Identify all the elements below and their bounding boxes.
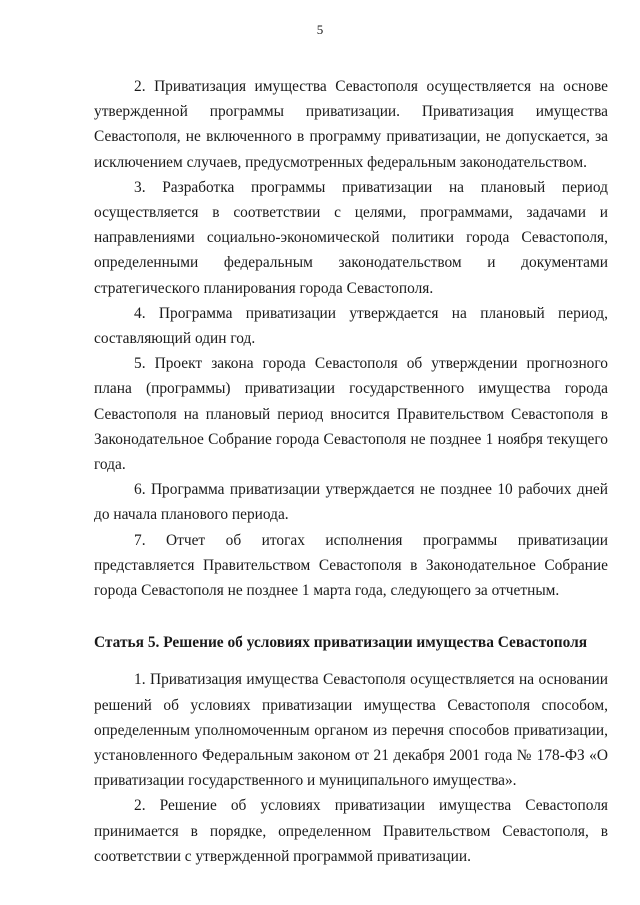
article-paragraph-2: 2. Решение об условиях приватизации имущества Севастополя принимается в порядке, определенном Правительством Севастополя, в соответствии с утвержденной программой приватизации. [94,797,608,865]
paragraph-2: 2. Приватизация имущества Севастополя осуществляется на основе утвержденной программы приватизации. Приватизация имущества Севастополя, не включенного в программу приватизации, не допускается, за исключением случаев, предусмотренных федеральным законодательством. [94,78,608,171]
paragraph-3: 3. Разработка программы приватизации на плановый период осуществляется в соответствии с целями, программами, задачами и направлениями социально-экономической политики города Севастополя, определенными федеральным законодательством и документами стратегического планирования города Севастополя. [94,178,608,297]
article-paragraph-1: 1. Приватизация имущества Севастополя осуществляется на основании решений об условиях приватизации имущества Севастополя способом, определенным уполномоченным органом из перечня способов приватизации, установленного Федеральным законом от 21 декабря 2001 года № 178-ФЗ «О приватизации государственного и муниципального имущества». [94,671,608,790]
document-body [94,74,608,869]
article-heading: Статья 5. Решение об условиях приватизации имущества Севастополя [94,634,588,652]
page-number: 5 [316,22,324,37]
paragraph-4: 4. Программа приватизации утверждается на плановый период, составляющий один год. [94,304,608,348]
paragraph-5: 5. Проект закона города Севастополя об утверждении прогнозного плана (программы) приватизации государственного имущества города Севастополя на плановый период вносится Правительством Севастополя в Законодательное Собрание города Севастополя не позднее 1 ноября текущего года. [94,355,608,474]
paragraph-6: 6. Программа приватизации утверждается не позднее 10 рабочих дней до начала планового периода. [94,481,608,524]
paragraph-7: 7. Отчет об итогах исполнения программы приватизации представляется Правительством Севастополя в Законодательное Собрание города Севастополя не позднее 1 марта года, следующего за отчетным. [94,531,608,600]
